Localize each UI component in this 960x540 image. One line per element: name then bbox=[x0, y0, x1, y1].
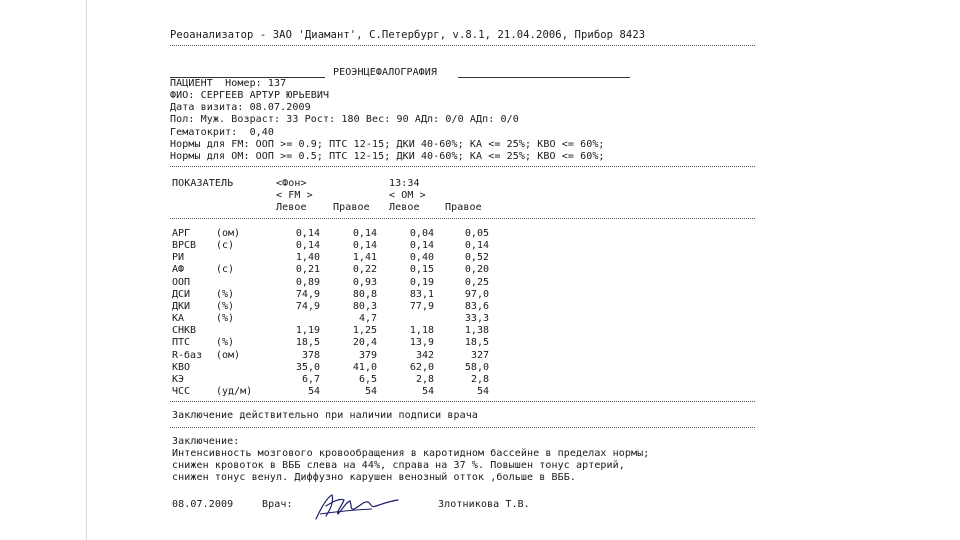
norms-fm: Нормы для FM: ООП >= 0.9; ПТС 12-15; ДКИ 40-60%; КА <= 25%; КВО <= 60%; bbox=[170, 139, 605, 150]
row-value: 54 bbox=[307, 385, 320, 397]
row-value: 378 bbox=[301, 349, 320, 361]
row-indicator-unit: (%) bbox=[216, 300, 235, 312]
doctor-label: Врач: bbox=[262, 499, 293, 510]
row-value: 0,52 bbox=[464, 252, 489, 264]
patient-name: ФИО: СЕРГЕЕВ АРТУР ЮРЬЕВИЧ bbox=[170, 90, 330, 101]
row-indicator-name: СНКВ bbox=[172, 325, 197, 337]
column-header-om-right: Правое bbox=[445, 202, 482, 213]
divider-conclusion bbox=[170, 427, 755, 428]
row-value: 0,14 bbox=[409, 240, 434, 252]
row-value: 0,40 bbox=[409, 252, 434, 264]
row-value: 6,5 bbox=[358, 373, 377, 385]
row-value: 18,5 bbox=[464, 337, 489, 349]
visit-date: Дата визита: 08.07.2009 bbox=[170, 102, 311, 113]
column-header-fm-left: Левое bbox=[276, 202, 307, 213]
row-value: 80,3 bbox=[352, 300, 377, 312]
doctor-signature bbox=[312, 492, 402, 522]
column-header-fm: < FM > bbox=[276, 190, 313, 201]
title-underline-right bbox=[458, 77, 630, 78]
row-indicator-name: КЭ bbox=[172, 373, 185, 385]
scan-edge-line bbox=[86, 0, 87, 540]
row-indicator-unit: (ом) bbox=[216, 228, 241, 239]
header-line: Реоанализатор - ЗАО 'Диамант', С.Петербург, v.8.1, 21.04.2006, Прибор 8423 bbox=[170, 29, 646, 41]
row-value: 1,40 bbox=[295, 252, 320, 264]
row-value: 2,8 bbox=[415, 373, 434, 385]
row-value: 83,1 bbox=[409, 288, 434, 300]
row-value: 342 bbox=[415, 349, 434, 361]
row-value: 80,8 bbox=[352, 288, 377, 300]
row-value: 35,0 bbox=[295, 361, 320, 373]
row-indicator-name: КА bbox=[172, 313, 185, 325]
row-indicator-name: ЧСС bbox=[172, 385, 191, 397]
row-indicator-name: АФ bbox=[172, 264, 185, 276]
hematocrit: Гематокрит: 0,40 bbox=[170, 127, 275, 138]
patient-vitals: Пол: Муж. Возраст: 33 Рост: 180 Вес: 90 АДл: 0/0 АДп: 0/0 bbox=[170, 114, 519, 125]
row-value: 0,22 bbox=[352, 264, 377, 276]
column-header-om-left: Левое bbox=[389, 202, 420, 213]
row-value: 0,89 bbox=[295, 276, 320, 288]
row-value: 0,14 bbox=[352, 240, 377, 252]
column-header-om: < ОМ > bbox=[389, 190, 426, 201]
row-value: 77,9 bbox=[409, 300, 434, 312]
row-value: 18,5 bbox=[295, 337, 320, 349]
row-value: 74,9 bbox=[295, 288, 320, 300]
row-value: 6,7 bbox=[301, 373, 320, 385]
row-value: 58,0 bbox=[464, 361, 489, 373]
row-indicator-unit: (%) bbox=[216, 313, 235, 325]
row-value: 0,20 bbox=[464, 264, 489, 276]
row-value: 62,0 bbox=[409, 361, 434, 373]
row-value: 1,18 bbox=[409, 325, 434, 337]
row-value: 0,21 bbox=[295, 264, 320, 276]
row-value: 0,14 bbox=[295, 228, 320, 239]
row-value: 0,14 bbox=[295, 240, 320, 252]
column-header-fm-right: Правое bbox=[333, 202, 370, 213]
row-value: 0,19 bbox=[409, 276, 434, 288]
row-indicator-unit: (ом) bbox=[216, 349, 241, 361]
row-indicator-name: КВО bbox=[172, 361, 191, 373]
row-value: 379 bbox=[358, 349, 377, 361]
column-header-indicator: ПОКАЗАТЕЛЬ bbox=[172, 178, 234, 189]
row-indicator-name: АРГ bbox=[172, 228, 191, 239]
divider-table-foot bbox=[170, 401, 755, 402]
row-indicator-unit: (%) bbox=[216, 337, 235, 349]
row-indicator-name: R-баз bbox=[172, 349, 203, 361]
row-value: 54 bbox=[364, 385, 377, 397]
row-value: 41,0 bbox=[352, 361, 377, 373]
conclusion-line-1: Интенсивность мозгового кровообращения в каротидном бассейне в пределах нормы; bbox=[172, 448, 650, 459]
row-value: 20,4 bbox=[352, 337, 377, 349]
row-value: 54 bbox=[476, 385, 489, 397]
row-value: 2,8 bbox=[470, 373, 489, 385]
patient-number: ПАЦИЕНТ Номер: 137 bbox=[170, 78, 287, 89]
row-indicator-name: ПТС bbox=[172, 337, 191, 349]
row-value: 54 bbox=[421, 385, 434, 397]
row-value: 1,41 bbox=[352, 252, 377, 264]
validity-note: Заключение действительно при наличии подписи врача bbox=[172, 410, 479, 421]
row-value: 0,14 bbox=[352, 228, 377, 239]
row-indicator-unit: (с) bbox=[216, 240, 235, 252]
row-value: 1,38 bbox=[464, 325, 489, 337]
row-value: 97,0 bbox=[464, 288, 489, 300]
row-value: 0,14 bbox=[464, 240, 489, 252]
row-value: 0,04 bbox=[409, 228, 434, 239]
column-header-time: 13:34 bbox=[389, 178, 420, 189]
row-indicator-name: ВРСВ bbox=[172, 240, 197, 252]
row-indicator-unit: (с) bbox=[216, 264, 235, 276]
row-indicator-name: ДКИ bbox=[172, 300, 191, 312]
row-value: 13,9 bbox=[409, 337, 434, 349]
row-value: 0,15 bbox=[409, 264, 434, 276]
document-title: РЕОЭНЦЕФАЛОГРАФИЯ bbox=[333, 67, 438, 78]
row-value: 1,25 bbox=[352, 325, 377, 337]
divider-top bbox=[170, 45, 755, 46]
doctor-name: Злотникова Т.В. bbox=[438, 499, 530, 510]
row-value: 74,9 bbox=[295, 300, 320, 312]
conclusion-line-2: снижен кровоток в ВББ слева на 44%, справа на 37 %. Повышен тонус артерий, bbox=[172, 460, 625, 471]
conclusion-line-3: снижен тонус венул. Диффузно карушен венозный отток ,больше в ВББ. bbox=[172, 472, 576, 483]
divider-norms bbox=[170, 166, 755, 167]
norms-om: Нормы для ОМ: ООП >= 0.5; ПТС 12-15; ДКИ 40-60%; КА <= 25%; КВО <= 60%; bbox=[170, 151, 605, 162]
row-indicator-unit: (%) bbox=[216, 288, 235, 300]
divider-table-head bbox=[170, 218, 755, 219]
row-value: 4,7 bbox=[358, 313, 377, 325]
column-header-fon: <Фон> bbox=[276, 178, 307, 189]
row-value: 1,19 bbox=[295, 325, 320, 337]
row-value: 0,93 bbox=[352, 276, 377, 288]
row-indicator-name: РИ bbox=[172, 252, 185, 264]
row-value: 33,3 bbox=[464, 313, 489, 325]
row-value: 83,6 bbox=[464, 300, 489, 312]
footer-date: 08.07.2009 bbox=[172, 499, 234, 510]
row-value: 327 bbox=[470, 349, 489, 361]
row-indicator-name: ООП bbox=[172, 276, 191, 288]
row-value: 0,05 bbox=[464, 228, 489, 239]
row-indicator-unit: (уд/м) bbox=[216, 385, 253, 397]
conclusion-label: Заключение: bbox=[172, 436, 240, 447]
row-indicator-name: ДСИ bbox=[172, 288, 191, 300]
row-value: 0,25 bbox=[464, 276, 489, 288]
